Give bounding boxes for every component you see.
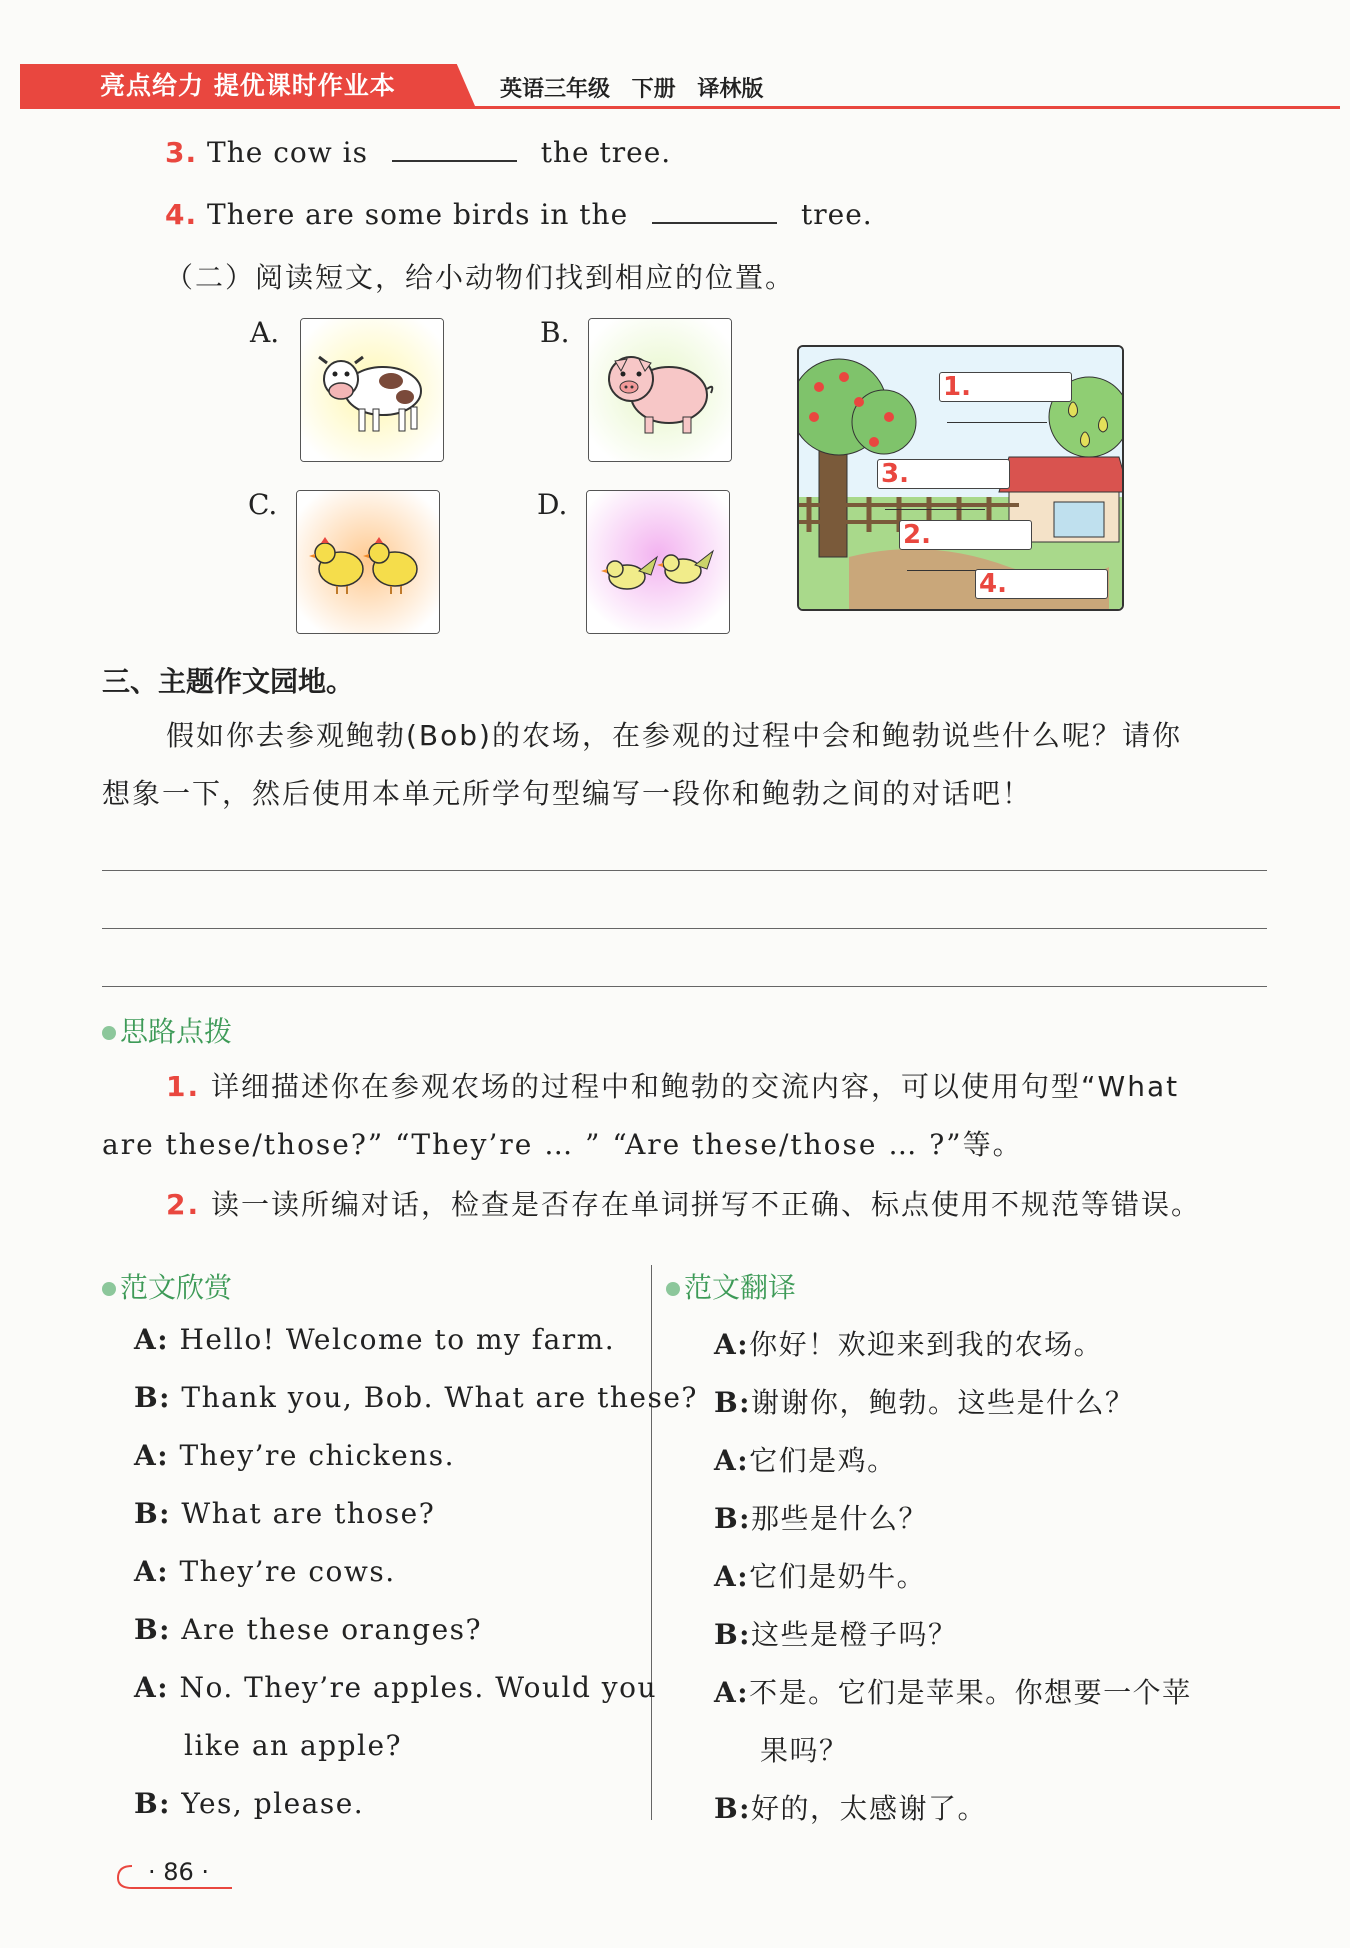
dialogue-text: Yes, please. <box>181 1787 365 1820</box>
scene-blank-4[interactable] <box>975 569 1108 599</box>
speaker: A: <box>134 1323 170 1356</box>
reading-instruction: （二）阅读短文，给小动物们找到相应的位置。 <box>165 261 796 294</box>
book-title: 亮点给力 提优课时作业本 <box>100 71 396 100</box>
sample-line <box>134 1381 698 1414</box>
speaker: A: <box>714 1328 750 1361</box>
speaker: B: <box>134 1381 172 1414</box>
dialogue-text: 它们是鸡。 <box>749 1444 897 1477</box>
composition-prompt-line-1: 假如你去参观鲍勃(Bob)的农场，在参观的过程中会和鲍勃说些什么呢？请你 <box>166 719 1182 752</box>
speaker: B: <box>134 1787 172 1820</box>
speaker: B: <box>714 1792 752 1825</box>
translation-heading <box>666 1266 796 1306</box>
question-3 <box>165 134 671 169</box>
tips-heading <box>102 1010 232 1050</box>
dialogue-text: 果吗？ <box>760 1734 849 1767</box>
dialogue-text: They’re cows. <box>179 1555 396 1588</box>
sample-line <box>134 1497 435 1530</box>
sample-line <box>184 1729 402 1762</box>
question-text-after: tree. <box>800 198 873 231</box>
option-label-b: B. <box>540 316 570 349</box>
speaker: B: <box>134 1613 172 1646</box>
dialogue-text: 它们是奶牛。 <box>749 1560 927 1593</box>
dialogue-text: What are those? <box>181 1497 436 1530</box>
bullet-dot-icon <box>102 1282 116 1296</box>
translation-line <box>714 1497 928 1537</box>
tip-number: 1. <box>166 1070 201 1103</box>
translation-line <box>714 1381 1135 1421</box>
composition-prompt-line-2: 想象一下，然后使用本单元所学句型编写一段你和鲍勃之间的对话吧！ <box>102 777 1033 810</box>
speaker: B: <box>714 1618 752 1651</box>
sample-title: 范文欣赏 <box>120 1271 233 1304</box>
sample-line <box>134 1671 657 1704</box>
translation-line <box>714 1787 987 1827</box>
scene-blank-number: 1. <box>943 372 971 402</box>
farm-scene <box>797 345 1124 611</box>
translation-line <box>714 1439 897 1479</box>
translation-line <box>714 1323 1103 1363</box>
sample-line <box>134 1787 364 1820</box>
scene-blank-3[interactable] <box>877 459 1010 489</box>
tips-title: 思路点拨 <box>120 1015 233 1048</box>
page-number: · 86 · <box>148 1858 210 1886</box>
option-label-a: A. <box>250 316 280 349</box>
speaker: A: <box>134 1671 170 1704</box>
speaker: B: <box>714 1386 752 1419</box>
tip-text: 读一读所编对话，检查是否存在单词拼写不正确、标点使用不规范等错误。 <box>211 1188 1202 1221</box>
writing-line[interactable] <box>102 928 1267 929</box>
bullet-dot-icon <box>666 1282 680 1296</box>
question-text-after: the tree. <box>540 136 672 169</box>
composition-title: 三、主题作文园地。 <box>102 665 355 698</box>
header-rule <box>20 106 1340 109</box>
translation-title: 范文翻译 <box>684 1271 797 1304</box>
question-text-before: The cow is <box>207 136 368 169</box>
answer-blank[interactable] <box>392 134 517 162</box>
dialogue-text: Are these oranges? <box>181 1613 483 1646</box>
scene-blank-2[interactable] <box>899 520 1032 550</box>
sample-line <box>134 1323 615 1356</box>
dialogue-text: like an apple? <box>184 1729 403 1762</box>
translation-line <box>760 1729 849 1769</box>
dialogue-text: They’re chickens. <box>179 1439 456 1472</box>
writing-line[interactable] <box>102 870 1267 871</box>
option-label-c: C. <box>248 488 278 521</box>
birds-image <box>586 490 730 634</box>
speaker: A: <box>134 1555 170 1588</box>
scene-blank-number: 4. <box>979 569 1007 599</box>
translation-line <box>714 1613 958 1653</box>
sample-line <box>134 1439 455 1472</box>
speaker: A: <box>134 1439 170 1472</box>
page-number-badge <box>112 1856 240 1892</box>
dialogue-text: 谢谢你，鲍勃。这些是什么？ <box>751 1386 1135 1419</box>
sample-line <box>134 1613 482 1646</box>
speaker: A: <box>714 1444 750 1477</box>
scene-blank-number: 3. <box>881 459 909 489</box>
question-4 <box>165 196 873 231</box>
book-subject: 英语三年级 下册 译林版 <box>500 77 764 102</box>
question-number: 3. <box>165 136 198 169</box>
tip-1-line-2: are these/those?” “They’re … ” “Are these/those … ?”等。 <box>102 1128 1023 1161</box>
option-label-d: D. <box>537 488 568 521</box>
speaker: A: <box>714 1560 750 1593</box>
dialogue-text: Thank you, Bob. What are these? <box>181 1381 698 1414</box>
speaker: B: <box>714 1502 752 1535</box>
question-number: 4. <box>165 198 198 231</box>
tip-2 <box>166 1176 1201 1234</box>
answer-blank[interactable] <box>652 196 777 224</box>
chickens-image <box>296 490 440 634</box>
question-text-before: There are some birds in the <box>207 198 629 231</box>
sample-heading <box>102 1266 232 1306</box>
speaker: B: <box>134 1497 172 1530</box>
tip-1-line-1 <box>166 1058 1179 1116</box>
pig-image <box>588 318 732 462</box>
writing-line[interactable] <box>102 986 1267 987</box>
cow-image <box>300 318 444 462</box>
dialogue-text: 那些是什么？ <box>751 1502 929 1535</box>
scene-blank-1[interactable] <box>939 372 1072 402</box>
tip-text: 详细描述你在参观农场的过程中和鲍勃的交流内容，可以使用句型“What <box>211 1070 1180 1103</box>
dialogue-text: 这些是橙子吗？ <box>751 1618 958 1651</box>
tip-number: 2. <box>166 1188 201 1221</box>
dialogue-text: No. They’re apples. Would you <box>179 1671 657 1704</box>
sample-line <box>134 1555 396 1588</box>
bullet-dot-icon <box>102 1026 116 1040</box>
dialogue-text: 不是。它们是苹果。你想要一个苹 <box>749 1676 1192 1709</box>
scene-blank-number: 2. <box>903 520 931 550</box>
translation-line <box>714 1555 926 1595</box>
dialogue-text: 好的，太感谢了。 <box>751 1792 988 1825</box>
speaker: A: <box>714 1676 750 1709</box>
translation-line <box>714 1671 1192 1711</box>
column-divider <box>651 1265 652 1820</box>
dialogue-text: 你好！欢迎来到我的农场。 <box>749 1328 1104 1361</box>
dialogue-text: Hello! Welcome to my farm. <box>179 1323 616 1356</box>
